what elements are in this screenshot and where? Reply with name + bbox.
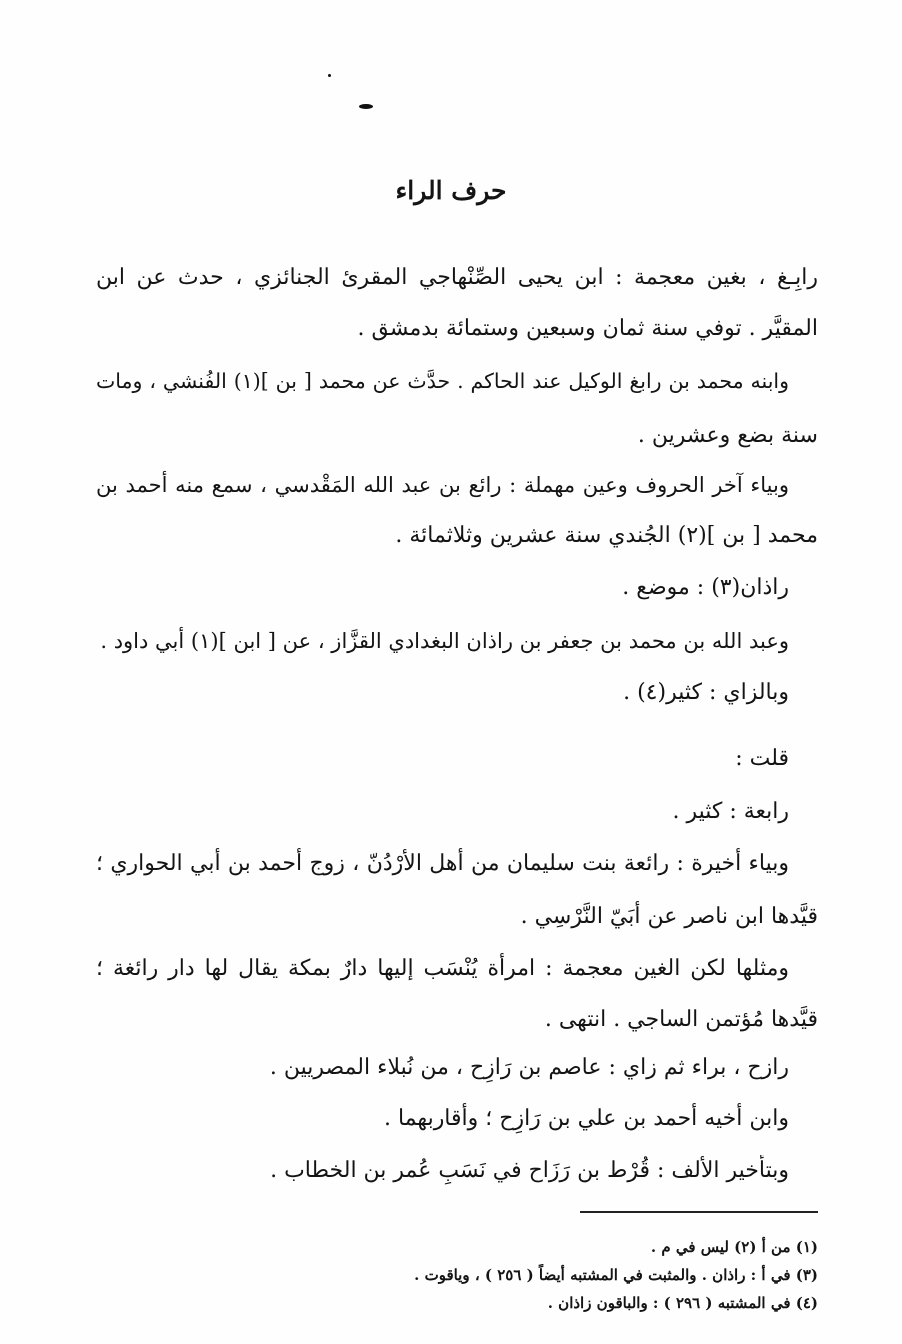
ink-mark [359,104,373,109]
footnote: (٤) في المشتبه ( ٢٩٦ ) : والباقون زاذان . [547,1294,818,1312]
footnote-separator [580,1211,818,1213]
text-line: محمد [ بن ](٢) الجُندي سنة عشرين وثلاثمائة . [395,523,818,548]
text-line: وابنه محمد بن رابغ الوكيل عند الحاكم . حدَّث عن محمد [ بن ](١) الفُنشي ، ومات [96,369,789,393]
text-line: وعبد الله بن محمد بن جعفر بن راذان البغدادي القزَّاز ، عن [ ابن ](١) أبي داود . [100,629,789,653]
footnote: (١) من أ (٢) ليس في م . [650,1238,818,1256]
text-line: ومثلها لكن الغين معجمة : امرأة يُنْسَب إليها دارٌ بمكة يقال لها دار رائغة ؛ [96,956,789,981]
text-line: قلت : [735,746,789,771]
text-line: وابن أخيه أحمد بن علي بن رَازِح ؛ وأقاربهما . [384,1106,789,1131]
footnote: (٣) في أ : راذان . والمثبت في المشتبه أيضاً ( ٢٥٦ ) ، وياقوت . [414,1266,818,1284]
text-line: رازح ، براء ثم زاي : عاصم بن رَازِح ، من نُبلاء المصريين . [269,1055,789,1080]
text-line: قيَّدها مُؤتمن الساجي . انتهى . [544,1007,818,1032]
text-line: وبياء آخر الحروف وعين مهملة : رائع بن عبد الله المَقْدسي ، سمع منه أحمد بن [96,473,789,497]
section-title: حرف الراء [395,176,507,205]
ink-mark [328,74,331,77]
text-line: رابعة : كثير . [672,799,789,824]
text-line: المقيَّر . توفي سنة ثمان وسبعين وستمائة بدمشق . [357,316,818,341]
text-line: قيَّدها ابن ناصر عن أُبَيّ النَّرْسِي . [520,904,818,929]
text-line: وبتأخير الألف : قُرْط بن رَزَاح في نَسَبِ عُمر بن الخطاب . [270,1158,789,1183]
text-line: وبالزاي : كثير(٤) . [623,680,789,705]
text-line: وبياء أخيرة : رائعة بنت سليمان من أهل الأُرْدُنّ ، زوج أحمد بن أبي الحواري ؛ [96,851,789,876]
text-line: سنة بضع وعشرين . [637,423,818,448]
text-line: رابِـغ ، بغين معجمة : ابن يحيى الصِّنْهاجي المقرئ الجنائزي ، حدث عن ابن [96,265,818,290]
text-line: راذان(٣) : موضع . [622,575,789,600]
